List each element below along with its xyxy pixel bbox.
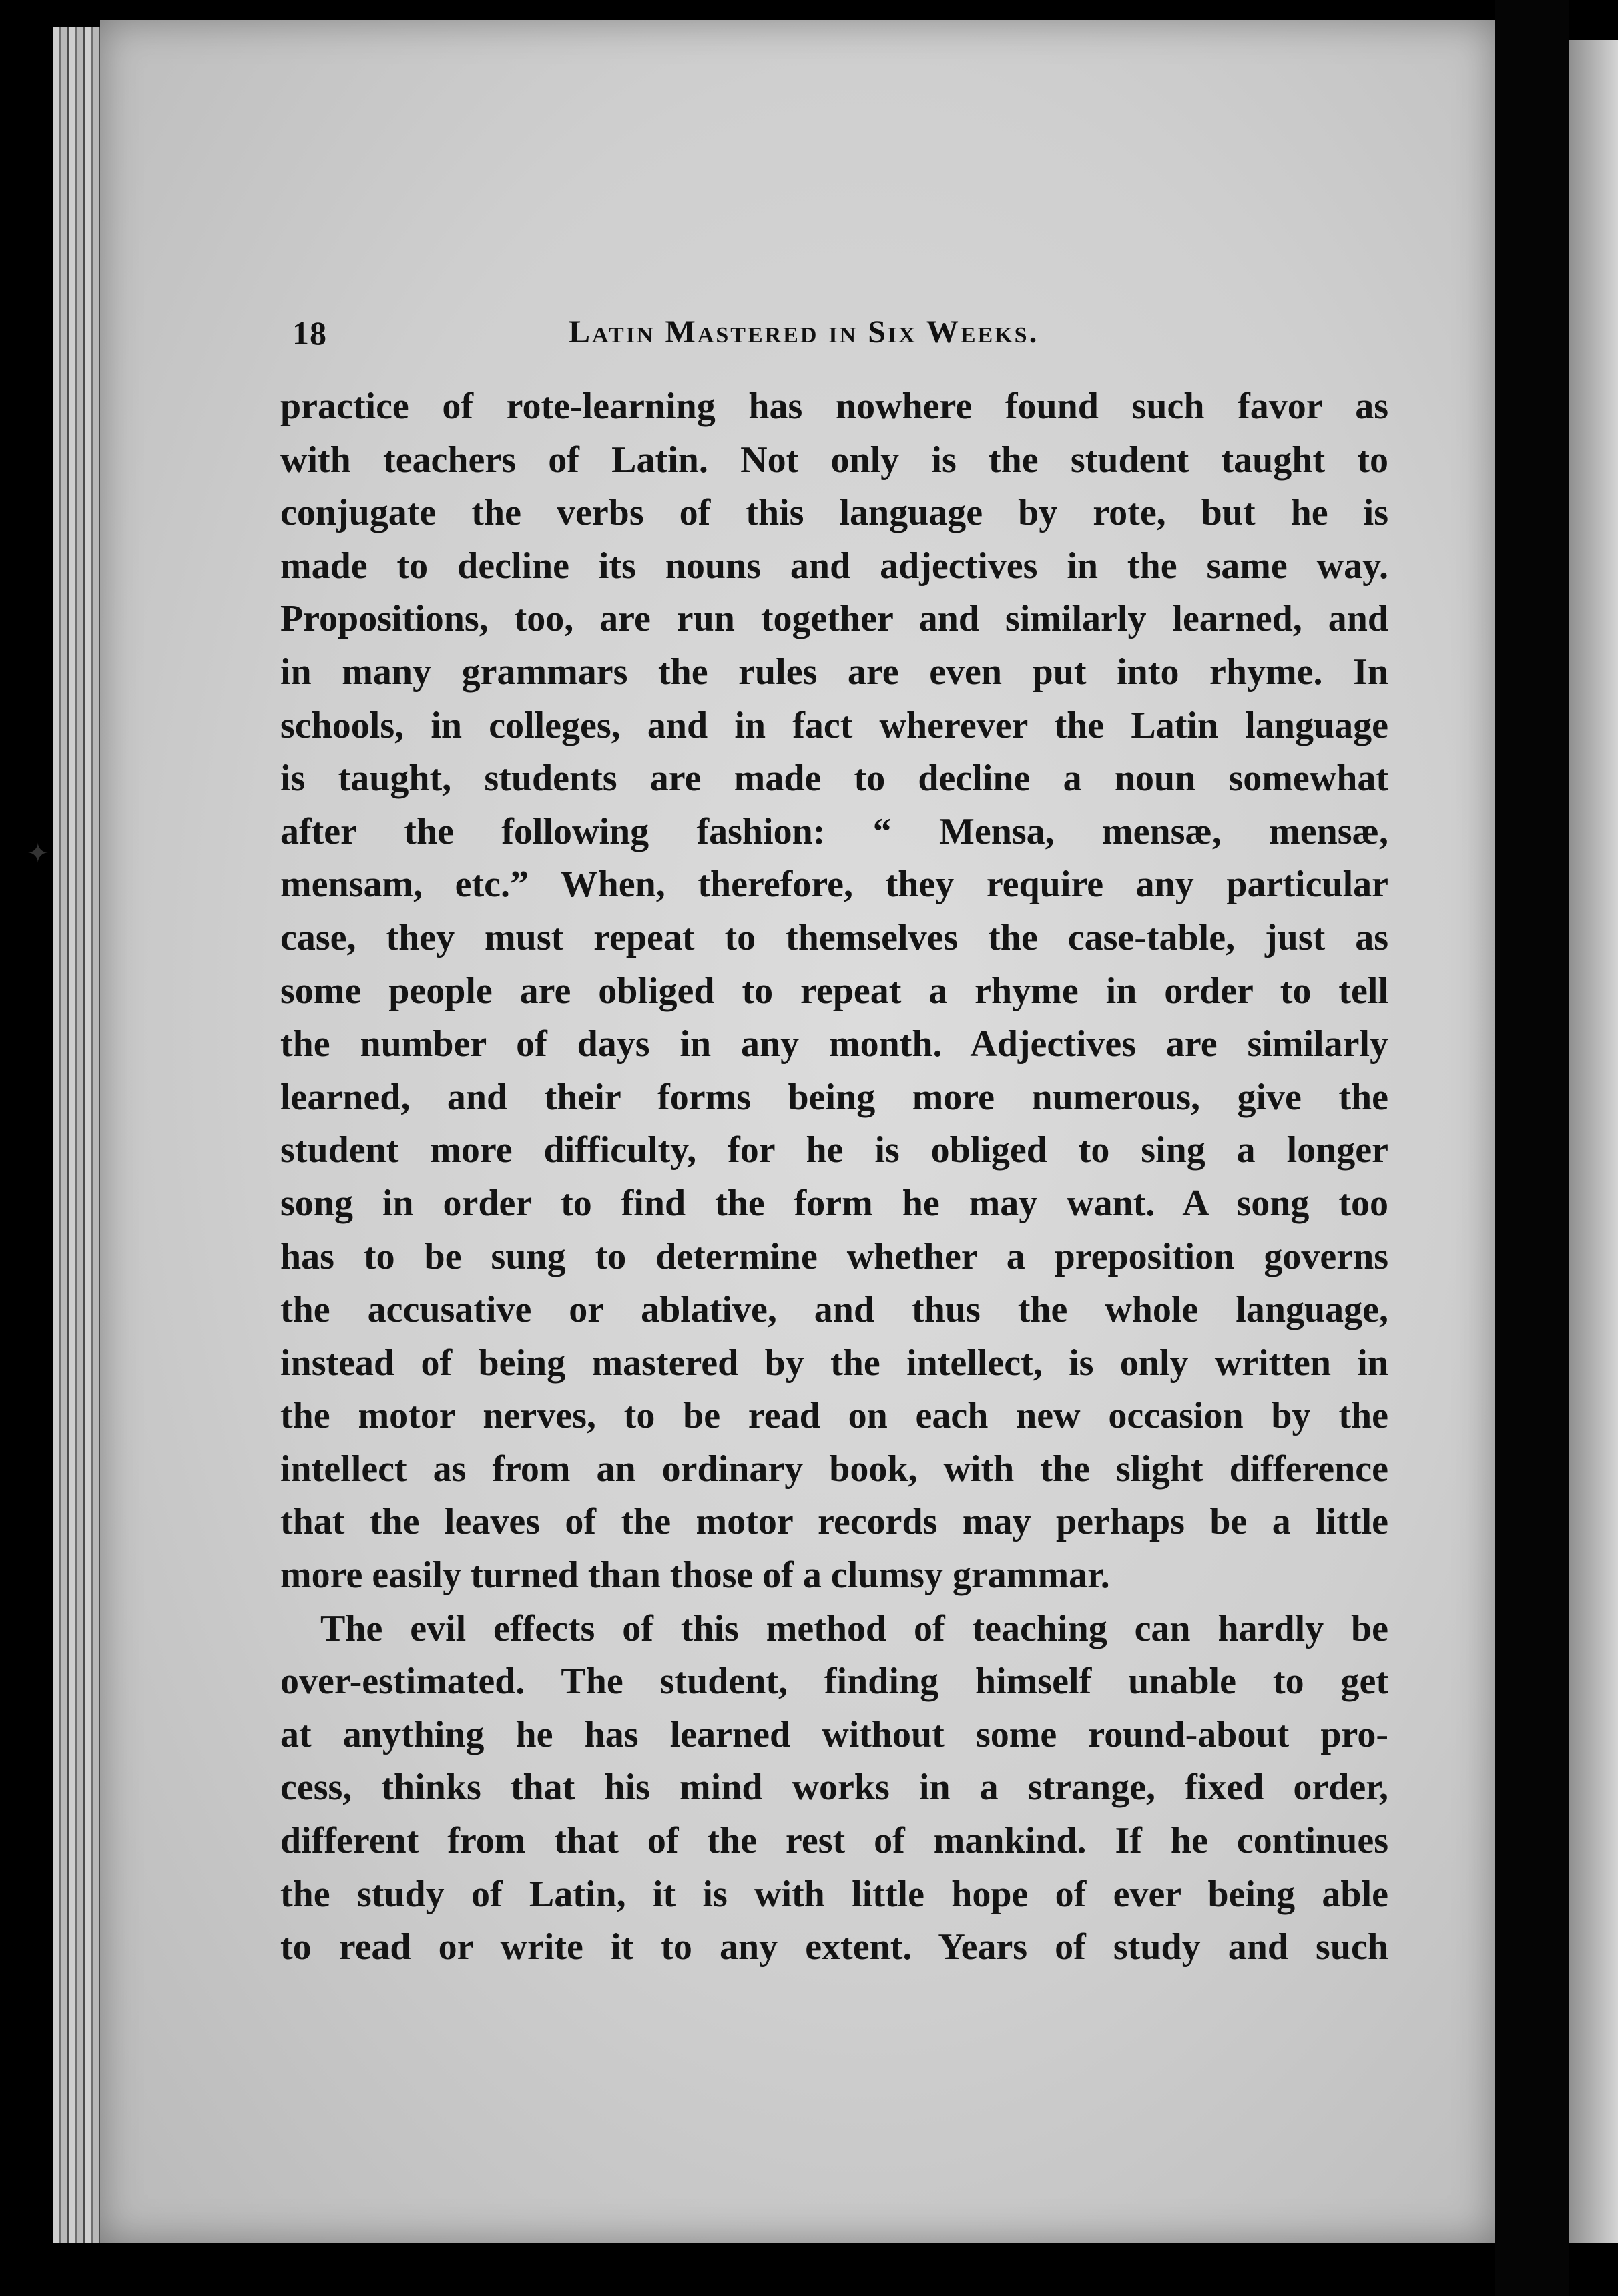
- text-line: song in order to find the form he may want. A song too: [280, 1182, 1388, 1224]
- paragraph-1: [280, 380, 1388, 1603]
- text-line: to read or write it to any extent. Years of study and such: [280, 1926, 1388, 1968]
- text-line: over-estimated. The student, finding himself unable to get: [280, 1661, 1388, 1703]
- text-line: some people are obliged to repeat a rhyme in order to tell: [280, 970, 1388, 1012]
- text-line: conjugate the verbs of this language by rote, but he is: [280, 492, 1388, 534]
- text-line: with teachers of Latin. Not only is the student taught to: [280, 439, 1388, 481]
- text-line: after the following fashion: “ Mensa, mensæ, mensæ,: [280, 810, 1388, 852]
- body-text: [280, 380, 1388, 1974]
- text-line: has to be sung to determine whether a preposition governs: [280, 1235, 1388, 1277]
- text-line: intellect as from an ordinary book, with the slight difference: [280, 1448, 1388, 1490]
- text-line: the study of Latin, it is with little hope of ever being able: [280, 1873, 1388, 1915]
- text-line: more easily turned than those of a clumsy grammar.: [280, 1554, 1110, 1597]
- text-line: schools, in colleges, and in fact wherever the Latin language: [280, 704, 1388, 746]
- running-title: Latin Mastered in Six Weeks.: [569, 314, 1039, 350]
- text-line: in many grammars the rules are even put into rhyme. In: [280, 651, 1388, 693]
- text-line: learned, and their forms being more numerous, give the: [280, 1076, 1388, 1118]
- text-line: practice of rote-learning has nowhere found such favor as: [280, 386, 1388, 427]
- paragraph-2: [280, 1603, 1388, 1974]
- text-line: instead of being mastered by the intellect, is only written in: [280, 1342, 1388, 1384]
- text-line: different from that of the rest of mankind. If he continues: [280, 1820, 1388, 1862]
- text-line: the motor nerves, to be read on each new occasion by the: [280, 1395, 1388, 1437]
- text-line: that the leaves of the motor records may perhaps be a little: [280, 1501, 1388, 1543]
- margin-speck: ✦: [27, 838, 49, 868]
- text-line: The evil effects of this method of teaching can hardly be: [320, 1607, 1388, 1649]
- page-number: 18: [292, 314, 327, 352]
- text-line: the number of days in any month. Adjectives are similarly: [280, 1023, 1388, 1065]
- text-line: cess, thinks that his mind works in a strange, fixed order,: [280, 1767, 1388, 1809]
- text-line: mensam, etc.” When, therefore, they require any particular: [280, 864, 1388, 906]
- text-line: student more difficulty, for he is obliged to sing a longer: [280, 1129, 1388, 1171]
- adjacent-page-edge: [1569, 40, 1618, 2243]
- text-line: made to decline its nouns and adjectives in the same way.: [280, 545, 1388, 587]
- text-line: Propositions, too, are run together and similarly learned, and: [280, 598, 1388, 640]
- text-line: case, they must repeat to themselves the case-table, just as: [280, 916, 1388, 958]
- text-line: the accusative or ablative, and thus the whole language,: [280, 1289, 1388, 1331]
- text-line: is taught, students are made to decline a noun somewhat: [280, 758, 1388, 800]
- text-line: at anything he has learned without some round-about pro-: [280, 1713, 1388, 1755]
- book-gutter: [1495, 0, 1569, 2296]
